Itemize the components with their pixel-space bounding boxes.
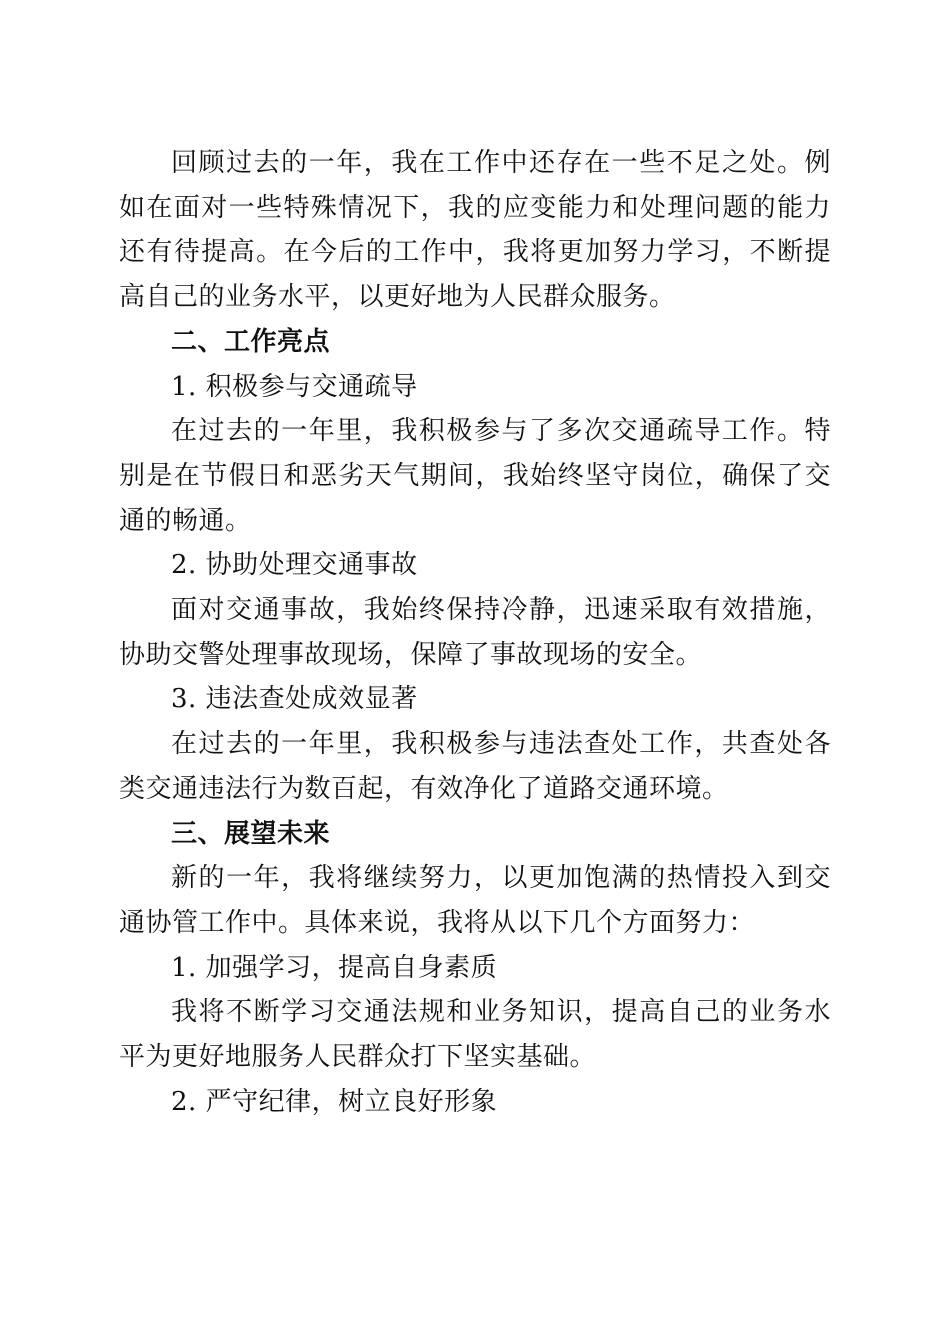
section-heading-outlook: 三、展望未来 bbox=[171, 818, 331, 849]
paragraph-review: 回顾过去的一年，我在工作中还存在一些不足之处。例如在面对一些特殊情况下，我的应变能力和处理问题的能力还有待提高。在今后的工作中，我将更加努力学习，不断提高自己的业务水平，以更好地为人民群众服务。 bbox=[119, 148, 831, 313]
subheading-accident-assist: 2. 协助处理交通事故 bbox=[171, 550, 418, 581]
subheading-violation-handling: 3. 违法查处成效显著 bbox=[171, 684, 418, 715]
document-body bbox=[119, 141, 831, 1124]
paragraph-outlook-intro: 新的一年，我将继续努力，以更加饱满的热情投入到交通协管工作中。具体来说，我将从以下几个方面努力： bbox=[119, 863, 831, 938]
paragraph-violation-handling: 在过去的一年里，我积极参与违法查处工作，共查处各类交通违法行为数百起，有效净化了道路交通环境。 bbox=[119, 729, 831, 804]
subheading-discipline: 2. 严守纪律，树立良好形象 bbox=[171, 1086, 498, 1117]
subheading-traffic-guidance: 1. 积极参与交通疏导 bbox=[171, 371, 418, 402]
subheading-study: 1. 加强学习，提高自身素质 bbox=[171, 952, 498, 983]
paragraph-study: 我将不断学习交通法规和业务知识，提高自己的业务水平为更好地服务人民群众打下坚实基础。 bbox=[119, 997, 831, 1073]
section-heading-highlights: 二、工作亮点 bbox=[171, 326, 331, 357]
paragraph-traffic-guidance: 在过去的一年里，我积极参与了多次交通疏导工作。特别是在节假日和恶劣天气期间，我始终坚守岗位，确保了交通的畅通。 bbox=[119, 416, 831, 536]
paragraph-accident-assist: 面对交通事故，我始终保持冷静，迅速采取有效措施，协助交警处理事故现场，保障了事故现场的安全。 bbox=[119, 595, 831, 670]
